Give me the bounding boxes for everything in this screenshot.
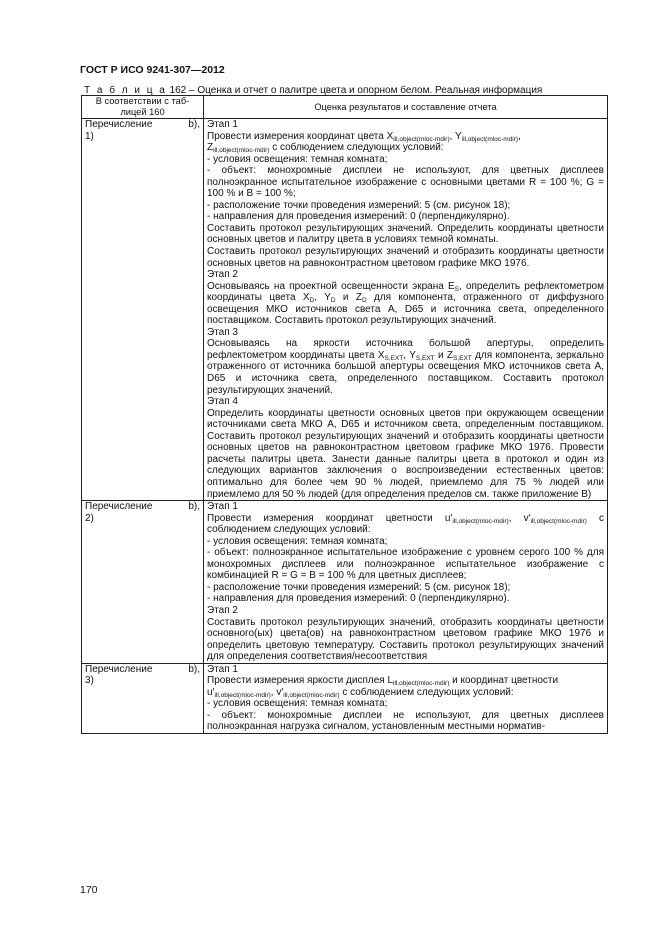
row2-para-6: Составить протокол результирующих значений, отобразить координаты цветности основного(ых) цвета(ов) на равноконтрастном цветовом графике МКО 1976 и определить цветовую температуру. Составить протокол результирующих значений для определения соответствия/несоответствия bbox=[207, 616, 604, 663]
row1-reference bbox=[82, 119, 204, 501]
stage-label: Этап 3 bbox=[207, 326, 238, 338]
row3-para-3: - объект: монохромные дисплеи не используют, для цветных дисплеев полноэкранная нагрузка сигналом, установленным местными норматив- bbox=[207, 709, 604, 733]
row3-ref-b: 3) bbox=[85, 675, 94, 687]
col2-header: Оценка результатов и составление отчета bbox=[204, 96, 608, 119]
row1-para-4: - расположение точки проведения измерений: 5 (см. рисунок 18); bbox=[207, 199, 511, 211]
stage-label: Этап 1 bbox=[207, 501, 238, 513]
row2-para-4: - расположение точки проведения измерений: 5 (см. рисунок 18); bbox=[207, 581, 511, 593]
row2-para-1: Провести измерения координат цветности $u'_{ill,object(mloc-mdir)}$, $v'_{ill,object(mloc-mdir)}$ с соблюдением следующих условий: bbox=[207, 512, 604, 536]
row1-para-2: - условия освещения: темная комната; bbox=[207, 153, 388, 165]
row1-para-9: Основываясь на яркости источника большой апертуры, определить рефлектометром координаты цвета $X_{S,EXT}$, $Y_{S,EXT}$ и $Z_{S,EXT}$ для компонента, зеркально отраженного от источника большой апертуры освещения МКО источников света A, D65 и источника света, определенного поставщиком. Составить протокол результирующих значений. bbox=[207, 338, 604, 396]
evaluation-table bbox=[81, 95, 608, 734]
row3-para-2: - условия освещения: темная комната; bbox=[207, 698, 388, 710]
col1-header: В соответствии с таб-лицей 160 bbox=[82, 96, 204, 119]
row3-reference bbox=[82, 663, 204, 733]
standard-header: ГОСТ Р ИСО 9241-307—2012 bbox=[80, 64, 225, 76]
table-row bbox=[82, 501, 608, 664]
row2-para-2: - условия освещения: темная комната; bbox=[207, 535, 388, 547]
row1-content bbox=[204, 119, 608, 501]
stage-label: Этап 4 bbox=[207, 396, 238, 408]
row1-para-3: - объект: монохромные дисплеи не используют, для цветных дисплеев полноэкранное испытательное изображение с основными цветами R = 100 %; G = 100 % и B = 100 %; bbox=[207, 165, 604, 200]
row1-ref-b: 1) bbox=[85, 130, 94, 142]
row2-ref-a: Перечисление b), bbox=[85, 501, 200, 513]
row3-content bbox=[204, 663, 608, 733]
table-row bbox=[82, 119, 608, 501]
stage-label: Этап 2 bbox=[207, 269, 238, 281]
table-caption-prefix: Т а б л и ц а bbox=[84, 85, 167, 96]
row2-reference bbox=[82, 501, 204, 664]
row1-ref-a: Перечисление b), bbox=[85, 119, 200, 130]
row1-para-1: Провести измерения координат цвета $X_{ill,object(mloc-mdir)}$, $Y_{ill,object(mloc-mdir)}$, $Z_{ill,object(mloc-mdir)}$ с соблюдением следующих условий: bbox=[207, 130, 521, 155]
row2-ref-b: 2) bbox=[85, 512, 94, 524]
table-row bbox=[82, 663, 608, 733]
row3-ref-a: Перечисление b), bbox=[85, 663, 200, 675]
row2-content bbox=[204, 501, 608, 664]
row1-para-6: Составить протокол результирующих значений. Определить координаты цветности основных цветов и палитру цвета в условиях темной комнаты. bbox=[207, 222, 604, 246]
page-number: 170 bbox=[80, 884, 98, 896]
row2-para-5: - направления для проведения измерений: 0 (перпендикулярно). bbox=[207, 593, 510, 605]
row1-para-10: Определить координаты цветности основных цветов при окружающем освещении источниками света МКО A, D65 и источником света, определенным поставщиком. Составить протокол результирующих значений и отобразить координаты цветности основных цветов на равноконтрастном цветовом графике МКО 1976. Провести расчеты палитры цвета. Занести данные палитры цвета в протокол и один из следующих вариантов заключения о воспроизведении естественных цветов: оптимально для более чем 90 % людей, приемлемо для 75 % людей или приемлемо для 50 % людей (для определения пределов см. также приложение B) bbox=[207, 407, 604, 500]
row3-para-1: Провести измерения яркости дисплея $L_{ill,object(mloc-mdir)}$ и координат цветности $u'_{ill,object(mloc-mdir)}$, $v'_{ill,object(mloc-mdir)}$ с соблюдением следующих условий: bbox=[207, 675, 559, 699]
row1-para-8: Основываясь на проектной освещенности экрана $E_S$, определить рефлектометром координаты цвета $X_D$, $Y_D$ и $Z_D$ для компонента, отраженного от диффузного освещения МКО источников света A, D65 и источника света, определенного поставщиком. Составить протокол результирующих значений. bbox=[207, 280, 604, 327]
row2-para-3: - объект: полноэкранное испытательное изображение с уровнем серого 100 % для монохромных дисплеев или полноэкранное испытательное изображение с комбинацией R = G = B = 100 % для цветных дисплеев; bbox=[207, 547, 604, 582]
stage-label: Этап 1 bbox=[207, 119, 238, 130]
table-header-row bbox=[82, 96, 608, 119]
stage-label: Этап 1 bbox=[207, 663, 238, 675]
table-caption-text: 162 – Оценка и отчет о палитре цвета и опорном белом. Реальная информация bbox=[169, 85, 543, 96]
row1-para-7: Составить протокол результирующих значений и отобразить координаты цветности основных цветов на равноконтрастном цветовом графике МКО 1976. bbox=[207, 246, 604, 269]
row1-para-5: - направления для проведения измерений: 0 (перпендикулярно). bbox=[207, 211, 510, 223]
stage-label: Этап 2 bbox=[207, 604, 238, 616]
